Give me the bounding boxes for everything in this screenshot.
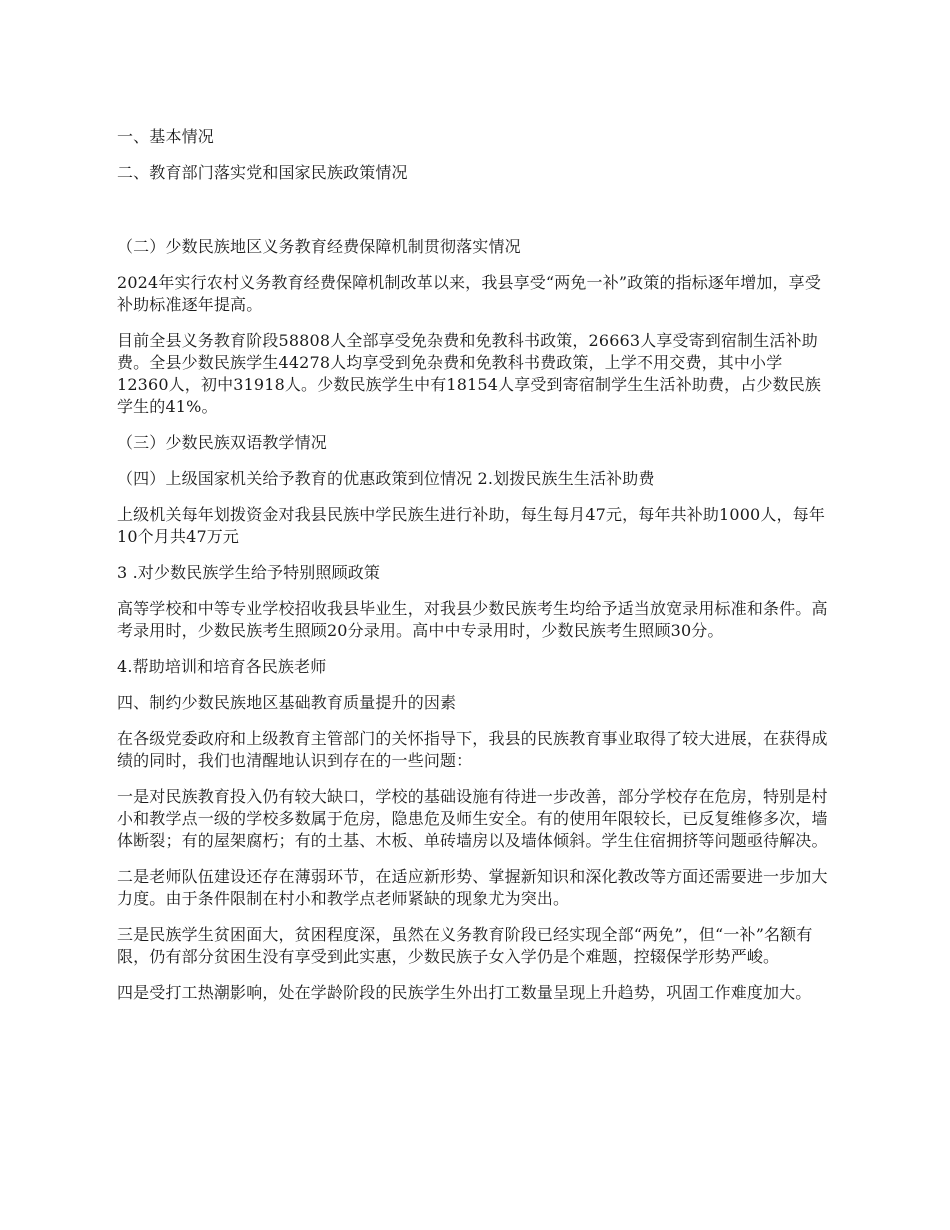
subheading-funding-mechanism: （二）少数民族地区义务教育经费保障机制贯彻落实情况	[117, 237, 521, 256]
paragraph-problems-intro: 在各级党委政府和上级教育主管部门的关怀指导下，我县的民族教育事业取得了较大进展，在获得成绩的同时，我们也清醒地认识到存在的一些问题：	[117, 729, 828, 770]
paragraph-problem-funding: 一是对民族教育投入仍有较大缺口，学校的基础设施有待进一步改善，部分学校存在危房，特别是村小和教学点一级的学校多数属于危房，隐患危及师生安全。有的使用年限较长，已反复维修多次，墙体断裂；有的屋架腐朽；有的土基、木板、单砖墙房以及墙体倾斜。学生住宿拥挤等问题亟待解决。	[117, 787, 828, 850]
paragraph-reform-since-2024: 2024年实行农村义务教育经费保障机制改革以来，我县享受“两免一补”政策的指标逐年增加，享受补助标准逐年提高。	[117, 273, 821, 314]
paragraph-problem-teachers: 二是老师队伍建设还存在薄弱环节，在适应新形势、掌握新知识和深化教改等方面还需要进一步加大力度。由于条件限制在村小和教学点老师紧缺的现象尤为突出。	[117, 867, 828, 908]
paragraph-problem-migrant-work: 四是受打工热潮影响，处在学龄阶段的民族学生外出打工数量呈现上升趋势，巩固工作难度加大。	[117, 983, 812, 1002]
heading-policy-implementation: 二、教育部门落实党和国家民族政策情况	[117, 163, 408, 182]
heading-basic-situation: 一、基本情况	[117, 127, 214, 146]
subheading-bilingual-teaching: （三）少数民族双语教学情况	[117, 433, 327, 452]
subheading-special-care-policy: 3 .对少数民族学生给予特别照顾政策	[117, 563, 381, 582]
subheading-teacher-training: 4.帮助培训和培育各民族老师	[117, 657, 327, 676]
document-body	[117, 126, 833, 1018]
paragraph-living-allowance: 上级机关每年划拨资金对我县民族中学民族生进行补助，每生每月47元，每年共补助1000人，每年10个月共47万元	[117, 505, 825, 546]
paragraph-problem-poverty: 三是民族学生贫困面大，贫困程度深，虽然在义务教育阶段已经实现全部“两免”，但“一补”名额有限，仍有部分贫困生没有享受到此实惠，少数民族子女入学仍是个难题，控辍保学形势严峻。	[117, 925, 813, 966]
subheading-preferential-policies: （四）上级国家机关给予教育的优惠政策到位情况 2.划拨民族生生活补助费	[117, 469, 655, 488]
heading-constraining-factors: 四、制约少数民族地区基础教育质量提升的因素	[117, 693, 457, 712]
paragraph-admission-bonus: 高等学校和中等专业学校招收我县毕业生，对我县少数民族考生均给予适当放宽录用标准和条件。高考录用时，少数民族考生照顾20分录用。高中中专录用时，少数民族考生照顾30分。	[117, 599, 828, 640]
paragraph-student-subsidies: 目前全县义务教育阶段58808人全部享受免杂费和免教科书政策，26663人享受寄到宿制生活补助费。全县少数民族学生44278人均享受到免杂费和免教科书费政策，上学不用交费，其中小学12360人，初中31918人。少数民族学生中有18154人享受到寄宿制学生生活补助费，占少数民族学生的41%。	[117, 331, 822, 416]
